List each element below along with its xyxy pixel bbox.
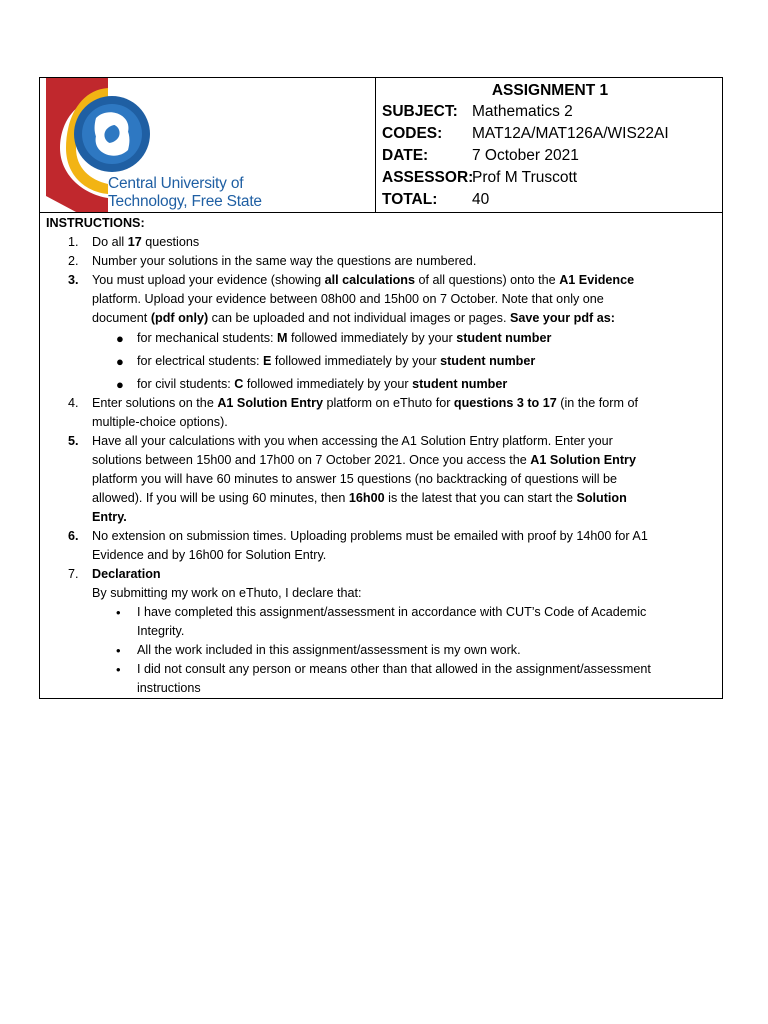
assignment-frame xyxy=(39,77,723,699)
logo-line-2: Technology, Free State xyxy=(108,193,262,210)
instruction-line xyxy=(92,451,718,470)
total-row xyxy=(382,189,718,211)
instruction-bold: A1 Evidence xyxy=(559,273,635,287)
declaration-line: All the work included in this assignment/assessment is my own work. xyxy=(137,643,521,657)
bullet-bold: student number xyxy=(456,331,552,345)
declaration-line: I have completed this assignment/assessment in accordance with CUT’s Code of Academic xyxy=(137,605,647,619)
bullet-icon: ● xyxy=(116,354,124,369)
instruction-line: No extension on submission times. Uploading problems must be emailed with proof by 14h00 for A1 xyxy=(92,529,648,543)
instruction-text: allowed). If you will be using 60 minutes, then xyxy=(92,491,349,505)
instruction-number: 7. xyxy=(68,567,79,581)
instruction-3 xyxy=(46,271,718,328)
bullet-text: followed immediately by your xyxy=(243,377,413,391)
instruction-bold: all calculations xyxy=(324,273,415,287)
bullet-text: for electrical students: xyxy=(137,354,263,368)
bullet-text: followed immediately by your xyxy=(271,354,441,368)
instruction-text: Number your solutions in the same way the questions are numbered. xyxy=(92,254,477,268)
instruction-text: is the latest that you can start the xyxy=(384,491,577,505)
instruction-4 xyxy=(46,394,718,432)
codes-value: MAT12A/MAT126A/WIS22AI xyxy=(472,125,669,142)
instruction-number: 4. xyxy=(68,396,79,410)
codes-row xyxy=(382,123,718,145)
instruction-bold: 17 xyxy=(127,235,142,249)
total-label: TOTAL: xyxy=(382,191,438,208)
bullet-icon: ● xyxy=(116,377,124,392)
instruction-line xyxy=(92,309,718,328)
instruction-7 xyxy=(46,565,718,603)
instruction-bold: 16h00 xyxy=(348,491,385,505)
instruction-text: can be uploaded and not individual images or pages. xyxy=(208,311,510,325)
instruction-text: document xyxy=(92,311,151,325)
instruction-text: platform on eThuto for xyxy=(322,396,454,410)
bullet-bold: student number xyxy=(412,377,508,391)
instruction-number: 2. xyxy=(68,254,79,268)
declaration-item-1 xyxy=(46,603,718,641)
bullet-electrical xyxy=(46,352,718,371)
instruction-line xyxy=(92,394,718,413)
bullet-civil xyxy=(46,375,718,394)
instruction-line: Have all your calculations with you when accessing the A1 Solution Entry platform. Enter your xyxy=(92,434,613,448)
declaration-line: I did not consult any person or means other than that allowed in the assignment/assessment xyxy=(137,662,651,676)
instruction-text: (in the form of xyxy=(556,396,638,410)
declaration-heading xyxy=(92,565,718,584)
assignment-title: ASSIGNMENT 1 xyxy=(491,82,609,99)
bullet-icon: • xyxy=(116,662,121,677)
instruction-text: Enter solutions on the xyxy=(92,396,218,410)
subject-row xyxy=(382,101,718,123)
instruction-text: You must upload your evidence (showing xyxy=(92,273,325,287)
bullet-bold: C xyxy=(234,377,244,391)
bullet-bold: E xyxy=(263,354,272,368)
university-name xyxy=(108,175,262,211)
instruction-text: questions xyxy=(141,235,200,249)
bullet-bold: student number xyxy=(440,354,536,368)
bullet-text: for mechanical students: xyxy=(137,331,278,345)
bullet-text: for civil students: xyxy=(137,377,235,391)
declaration-item-2 xyxy=(46,641,718,660)
instruction-line: By submitting my work on eThuto, I declare that: xyxy=(92,586,362,600)
instruction-text: solutions between 15h00 and 17h00 on 7 October 2021. Once you access the xyxy=(92,453,531,467)
instruction-line xyxy=(92,508,718,527)
instruction-number: 1. xyxy=(68,235,79,249)
instruction-bold: Save your pdf as: xyxy=(509,311,615,325)
instruction-number: 5. xyxy=(68,434,79,448)
bullet-text: followed immediately by your xyxy=(287,331,457,345)
assessor-row xyxy=(382,167,718,189)
instructions-section xyxy=(46,214,718,698)
assignment-info xyxy=(382,78,718,211)
date-value: 7 October 2021 xyxy=(472,147,579,164)
instructions-heading: INSTRUCTIONS: xyxy=(46,216,145,230)
instruction-bold: A1 Solution Entry xyxy=(530,453,636,467)
university-logo xyxy=(40,78,375,212)
instruction-number: 6. xyxy=(68,529,79,543)
instruction-line: platform you will have 60 minutes to answer 15 questions (no backtracking of questions will be xyxy=(92,472,618,486)
instruction-bold: A1 Solution Entry xyxy=(217,396,323,410)
instruction-bold: Declaration xyxy=(92,567,161,581)
instruction-bold: Solution xyxy=(576,491,627,505)
subject-label: SUBJECT: xyxy=(382,103,458,120)
declaration-line: Integrity. xyxy=(137,624,185,638)
instruction-bold: Entry. xyxy=(92,510,127,524)
assessor-value: Prof M Truscott xyxy=(472,169,578,186)
header-table xyxy=(40,78,722,213)
instruction-1 xyxy=(46,233,718,252)
instruction-line: Evidence and by 16h00 for Solution Entry. xyxy=(92,548,327,562)
assessor-label: ASSESSOR: xyxy=(382,169,474,186)
instruction-bold: (pdf only) xyxy=(150,311,209,325)
instruction-line xyxy=(92,489,718,508)
header-divider xyxy=(375,78,376,212)
date-label: DATE: xyxy=(382,147,429,164)
instruction-text: of all questions) onto the xyxy=(414,273,560,287)
instruction-text: Do all xyxy=(92,235,128,249)
instruction-line: platform. Upload your evidence between 08h00 and 15h00 on 7 October. Note that only one xyxy=(92,292,604,306)
bullet-icon: • xyxy=(116,643,121,658)
instruction-bold: questions 3 to 17 xyxy=(453,396,557,410)
instruction-6 xyxy=(46,527,718,565)
instruction-line xyxy=(92,271,718,290)
instruction-line: multiple-choice options). xyxy=(92,415,228,429)
logo-line-1: Central University of xyxy=(108,175,244,192)
declaration-item-3 xyxy=(46,660,718,698)
bullet-mechanical xyxy=(46,329,718,348)
date-row xyxy=(382,145,718,167)
declaration-line: instructions xyxy=(137,681,201,695)
bullet-icon: ● xyxy=(116,331,124,346)
instruction-number: 3. xyxy=(68,273,79,287)
bullet-bold: M xyxy=(277,331,288,345)
codes-label: CODES: xyxy=(382,125,443,142)
instruction-5 xyxy=(46,432,718,527)
bullet-icon: • xyxy=(116,605,121,620)
instruction-2 xyxy=(46,252,718,271)
subject-value: Mathematics 2 xyxy=(472,103,573,120)
total-value: 40 xyxy=(472,191,490,208)
